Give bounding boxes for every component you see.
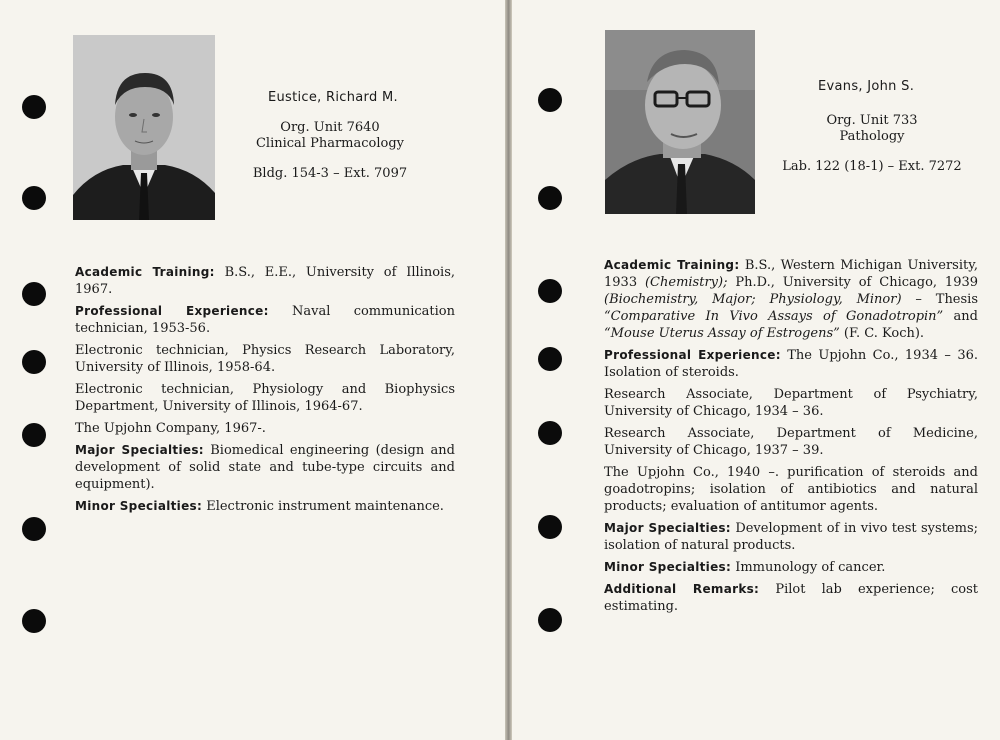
book-gutter: [505, 0, 512, 740]
academic-training-label: Academic Training:: [75, 265, 215, 279]
binder-hole: [22, 517, 46, 541]
academic-training-text: B.S., E.E., University of Illinois, 1967.: [75, 265, 455, 297]
binder-hole: [538, 421, 562, 445]
binder-hole: [22, 350, 46, 374]
binder-hole: [538, 186, 562, 210]
major-specialties-text: Biomedical engineering (design and development of solid state and tube-type circuits and equipment).: [75, 443, 455, 492]
binder-hole: [22, 609, 46, 633]
experience-entry: Electronic technician, Physiology and Biophysics Department, University of Illinois, 1964-67.: [75, 382, 455, 414]
experience-entry: Electronic technician, Physics Research Laboratory, University of Illinois, 1958-64.: [75, 343, 455, 375]
person-name: Evans, John S.: [818, 79, 915, 94]
academic-text: – Thesis: [915, 292, 979, 307]
binder-hole: [22, 186, 46, 210]
binder-hole: [22, 423, 46, 447]
professional-experience: [604, 347, 978, 381]
major-specialties: [75, 442, 455, 493]
minor-specialties-text: Immunology of cancer.: [735, 560, 886, 575]
experience-entry: The Upjohn Co., 1940 –. purification of steroids and goadotropins; isolation of antibiotics and natural products; evaluation of antitumor agents.: [604, 465, 978, 514]
location-extension: Bldg. 154-3 – Ext. 7097: [252, 166, 408, 181]
binder-hole: [538, 608, 562, 632]
academic-training: [604, 257, 978, 342]
minor-specialties-text: Electronic instrument maintenance.: [206, 499, 444, 514]
professional-experience-label: Professional Experience:: [75, 304, 269, 318]
portrait-photo: [73, 35, 215, 220]
binder-hole: [538, 88, 562, 112]
academic-text: B.S., Western Michigan University, 1933: [604, 258, 978, 290]
academic-training: [75, 264, 455, 298]
binder-hole: [22, 95, 46, 119]
professional-experience-text: The Upjohn Co., 1934 – 36. Isolation of steroids.: [604, 348, 978, 380]
academic-text: and: [953, 309, 978, 324]
minor-specialties: [604, 559, 978, 576]
major-specialties-label: Major Specialties:: [75, 443, 204, 457]
org-unit: Org. Unit 7640: [280, 120, 380, 135]
right-page: [512, 0, 1000, 740]
academic-text-italic: (Biochemistry, Major; Physiology, Minor): [604, 292, 902, 307]
biography: [75, 264, 455, 520]
location-extension: Lab. 122 (18-1) – Ext. 7272: [782, 159, 962, 174]
additional-remarks-label: Additional Remarks:: [604, 582, 760, 596]
experience-entry: Research Associate, Department of Medicine, University of Chicago, 1937 – 39.: [604, 426, 978, 458]
contact-block: [240, 120, 420, 182]
major-specialties-text: Development of in vivo test systems; isolation of natural products.: [604, 521, 978, 553]
portrait-photo: [605, 30, 755, 214]
thesis-title: “Comparative In Vivo Assays of Gonadotropin”: [604, 309, 944, 324]
academic-text: (F. C. Koch).: [843, 326, 925, 341]
academic-text-italic: (Chemistry);: [644, 275, 728, 290]
binder-hole: [538, 515, 562, 539]
additional-remarks: [604, 581, 978, 615]
experience-entry: The Upjohn Company, 1967-.: [75, 421, 266, 436]
professional-experience-label: Professional Experience:: [604, 348, 781, 362]
org-unit: Org. Unit 733: [826, 113, 918, 128]
minor-specialties-label: Minor Specialties:: [75, 499, 203, 513]
additional-remarks-text: Pilot lab experience; cost estimating.: [604, 582, 978, 614]
binder-hole: [22, 282, 46, 306]
biography: [604, 257, 978, 620]
binder-hole: [538, 347, 562, 371]
professional-experience: [75, 303, 455, 337]
professional-experience-text: Naval communication technician, 1953-56.: [75, 304, 455, 336]
binder-hole: [538, 279, 562, 303]
contact-block: [772, 113, 972, 175]
thesis-title: “Mouse Uterus Assay of Estrogens”: [604, 326, 840, 341]
person-name: Eustice, Richard M.: [268, 90, 398, 105]
academic-training-label: Academic Training:: [604, 258, 740, 272]
minor-specialties: [75, 498, 455, 515]
major-specialties: [604, 520, 978, 554]
department: Clinical Pharmacology: [255, 136, 405, 151]
experience-entry: Research Associate, Department of Psychiatry, University of Chicago, 1934 – 36.: [604, 387, 978, 419]
department: Pathology: [839, 129, 905, 144]
minor-specialties-label: Minor Specialties:: [604, 560, 732, 574]
academic-text: Ph.D., University of Chicago, 1939: [735, 275, 979, 290]
major-specialties-label: Major Specialties:: [604, 521, 731, 535]
